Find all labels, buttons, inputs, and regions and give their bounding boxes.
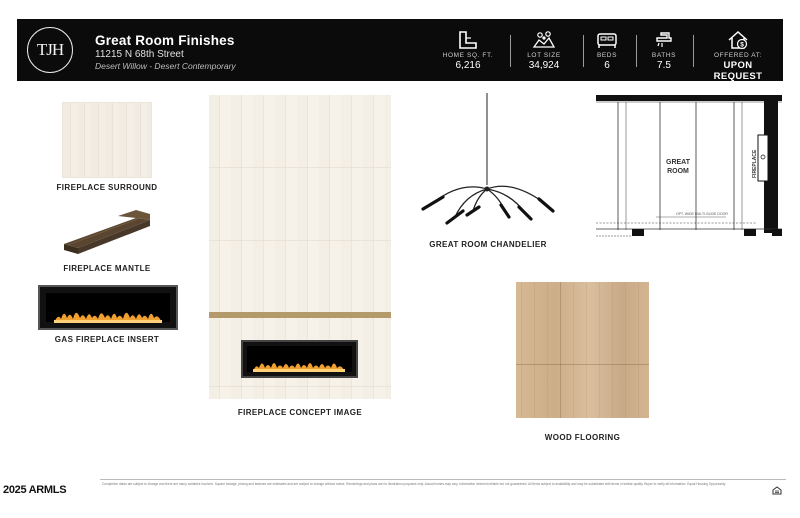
fireplace-mantle-caption: FIREPLACE MANTLE (63, 264, 151, 273)
gas-fireplace-insert-caption: GAS FIREPLACE INSERT (54, 335, 160, 344)
stat-value: 34,924 (528, 60, 560, 71)
fireplace-surround-caption: FIREPLACE SURROUND (56, 183, 158, 192)
fireplace-surround-swatch (62, 102, 152, 178)
footer-brand: 2025 ARMLS (3, 484, 67, 496)
stat-value: 6 (604, 60, 610, 71)
property-address: 11215 N 68th Street (95, 49, 184, 60)
room-label-line2: ROOM (667, 168, 689, 175)
house-dollar-icon (700, 29, 776, 51)
chandelier-caption: GREAT ROOM CHANDELIER (429, 240, 547, 249)
brass-band (209, 312, 391, 318)
footer-disclaimer: Completion dates are subject to change and there are many variables involved. Square footage, pricing and features are estimated and are subject to change without notice. Renderings and plans are for illustration purposes only. Actual homes may vary. Information deemed reliable but not guaranteed. All items subject to availability and may be substituted with items of similar quality. Buyer to verify all information. Equal Housing Opportunity. (102, 482, 726, 486)
chandelier-image (415, 93, 555, 233)
stat-label: OFFERED AT: (713, 52, 762, 59)
flame-graphic (54, 307, 162, 323)
stat-baths (629, 29, 699, 71)
stat-value: UPON REQUEST (713, 60, 763, 82)
title-block (95, 33, 236, 71)
stat-label: LOT SIZE (527, 52, 561, 59)
floorplan-icon (433, 29, 503, 51)
fireplace-concept-caption: FIREPLACE CONCEPT IMAGE (237, 408, 363, 417)
logo-text: TJH (36, 40, 64, 59)
stat-home-sqft (433, 29, 503, 71)
floorplan-room-label (658, 158, 698, 176)
stat-lot-size (509, 29, 579, 71)
stat-value: 6,216 (455, 60, 481, 71)
svg-text:$: $ (740, 41, 744, 49)
stat-label: HOME SQ. FT. (442, 52, 494, 59)
wood-flooring-caption: WOOD FLOORING (544, 433, 621, 442)
stat-label: BATHS (651, 52, 677, 59)
page-title: Great Room Finishes (95, 33, 235, 48)
subdivision-name: Desert Willow - Desert Contemporary (95, 61, 236, 71)
wood-flooring-swatch (516, 282, 649, 418)
stat-label: BEDS (596, 52, 618, 59)
room-label-line1: GREAT (666, 159, 690, 166)
lot-map-icon (509, 29, 579, 51)
faucet-icon (629, 29, 699, 51)
floorplan-fireplace-label: FIREPLACE (752, 149, 758, 178)
stat-value: 7.5 (657, 60, 671, 71)
listing-header (17, 19, 783, 81)
footer-divider (100, 479, 786, 480)
concept-firebox (241, 340, 358, 378)
stat-offered (700, 29, 776, 82)
brand-logo (27, 27, 73, 73)
floorplan-door-note: OPT. WIDE MULTI-SLIDE DOOR (676, 212, 728, 216)
fireplace-concept-image (209, 95, 391, 399)
fireplace-mantle-image (62, 206, 152, 256)
equal-housing-icon (772, 486, 782, 495)
gas-fireplace-insert-image (38, 285, 178, 330)
stat-divider (693, 35, 694, 67)
flame-graphic (253, 358, 345, 372)
